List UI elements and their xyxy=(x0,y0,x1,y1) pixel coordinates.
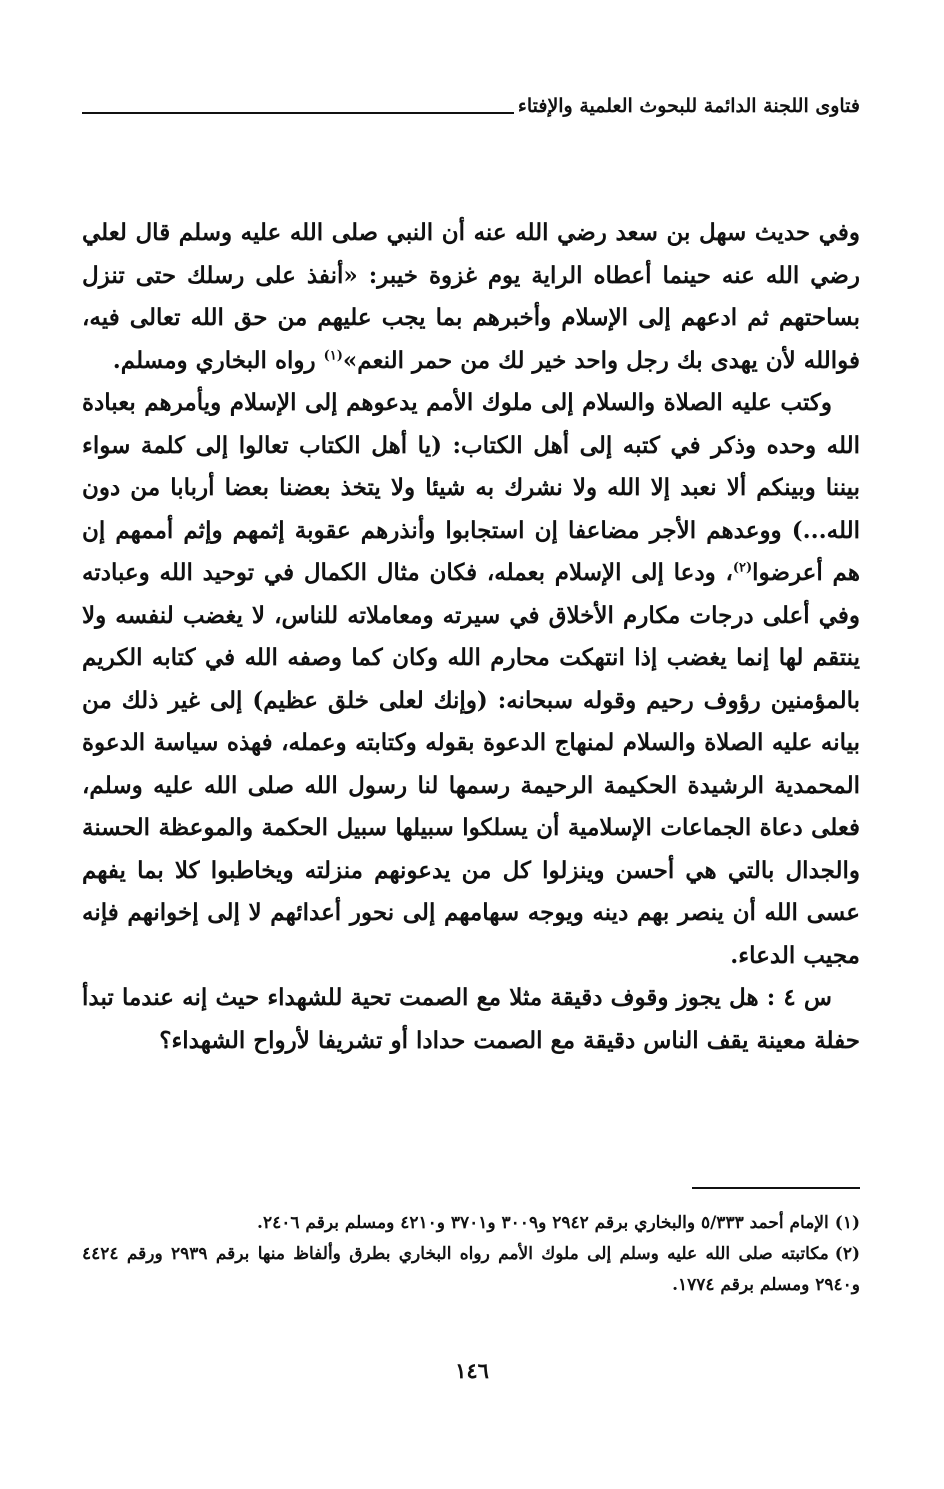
question-text: هل يجوز وقوف دقيقة مثلا مع الصمت تحية للشهداء حيث إنه عندما تبدأ حفلة معينة يقف الناس دقيقة مع الصمت حدادا أو تشريفا لأرواح الشهداء؟ xyxy=(82,984,860,1054)
footnote-text: الإمام أحمد ٥/٣٣٣ والبخاري برقم ٢٩٤٢ و٣٠٠٩ و٣٧٠١ و٤٢١٠ ومسلم برقم ٢٤٠٦. xyxy=(257,1213,829,1233)
question-label: س ٤ : xyxy=(766,984,832,1011)
footnote-number: (٢) xyxy=(834,1244,861,1264)
footnote-1 xyxy=(82,1208,860,1239)
footnote-text: مكاتبته صلى الله عليه وسلم إلى ملوك الأمم رواه البخاري بطرق وألفاظ منها برقم ٢٩٣٩ ورقم ٤٤٢٤ و٢٩٤٠ ومسلم برقم ١٧٧٤. xyxy=(82,1244,860,1295)
question-paragraph xyxy=(82,977,860,1062)
quran-quote-1: (يا أهل الكتاب تعالوا إلى كلمة سواء بيننا وبينكم ألا نعبد إلا الله ولا نشرك به شيئا ولا يتخذ بعضنا بعضا أربابا من دون الله...) xyxy=(82,431,860,544)
footnotes xyxy=(82,1208,860,1301)
letters-text-c: ، ودعا إلى الإسلام بعمله، فكان مثال الكمال في توحيد الله وعبادته وفي أعلى درجات مكارم الأخلاق في سيرته ومعاملاته للناس، لا يغضب لنفسه ولا ينتقم لها إنما يغضب إذا انتهكت محارم الله وكان كما وصفه الله في كتابه الكريم بالمؤمنين رؤوف رحيم وقوله سبحانه: xyxy=(82,559,861,714)
footnote-rule xyxy=(692,1187,860,1189)
footnote-2 xyxy=(82,1239,860,1301)
header-rule xyxy=(82,112,514,114)
quran-quote-2: (وإنك لعلى خلق عظيم) xyxy=(252,686,488,714)
running-header xyxy=(82,86,860,120)
paragraph-hadith xyxy=(82,212,860,382)
letters-text-b: ووعدهم الأجر مضاعفا إن استجابوا وأنذرهم عقوبة إثمهم وإثم أممهم إن هم أعرضوا xyxy=(82,516,860,586)
letters-intro: وكتب عليه الصلاة والسلام إلى ملوك الأمم يدعوهم إلى الإسلام ويأمرهم بعبادة الله وحده وذكر في كتبه إلى أهل الكتاب: xyxy=(82,389,860,459)
hadith-source: رواه البخاري ومسلم. xyxy=(112,346,324,374)
page-number: ١٤٦ xyxy=(455,1358,489,1383)
footnote-ref-1: (١) xyxy=(323,347,343,363)
footnote-number: (١) xyxy=(834,1213,860,1233)
header-title: فتاوى اللجنة الدائمة للبحوث العلمية والإفتاء xyxy=(517,95,860,117)
hadith-text: وفي حديث سهل بن سعد رضي الله عنه أن النبي صلى الله عليه وسلم قال لعلي رضي الله عنه حينما أعطاه الراية يوم غزوة خيبر: «أنفذ على رسلك حتى تنزل بساحتهم ثم ادعهم إلى الإسلام وأخبرهم بما يجب عليهم من حق الله تعالى فيه، فوالله لأن يهدى بك رجل واحد خير لك من حمر النعم» xyxy=(82,219,860,374)
main-text xyxy=(82,212,860,1062)
paragraph-letters xyxy=(82,382,860,977)
footnote-ref-2: (٢) xyxy=(732,560,753,576)
letters-text-d: إلى غير ذلك من بيانه عليه الصلاة والسلام لمنهاج الدعوة بقوله وكتابته وعمله، فهذه سياسة الدعوة المحمدية الرشيدة الحكيمة الرحيمة رسمها لنا رسول الله صلى الله عليه وسلم، فعلى دعاة الجماعات الإسلامية أن يسلكوا سبيلها سبيل الحكمة والموعظة الحسنة والجدال بالتي هي أحسن وينزلوا كل من يدعونهم منزلته ويخاطبوا كلا بما يفهم عسى الله أن ينصر بهم دينه ويوجه سهامهم إلى نحور أعدائهم لا إلى إخوانهم فإنه مجيب الدعاء. xyxy=(82,686,860,969)
